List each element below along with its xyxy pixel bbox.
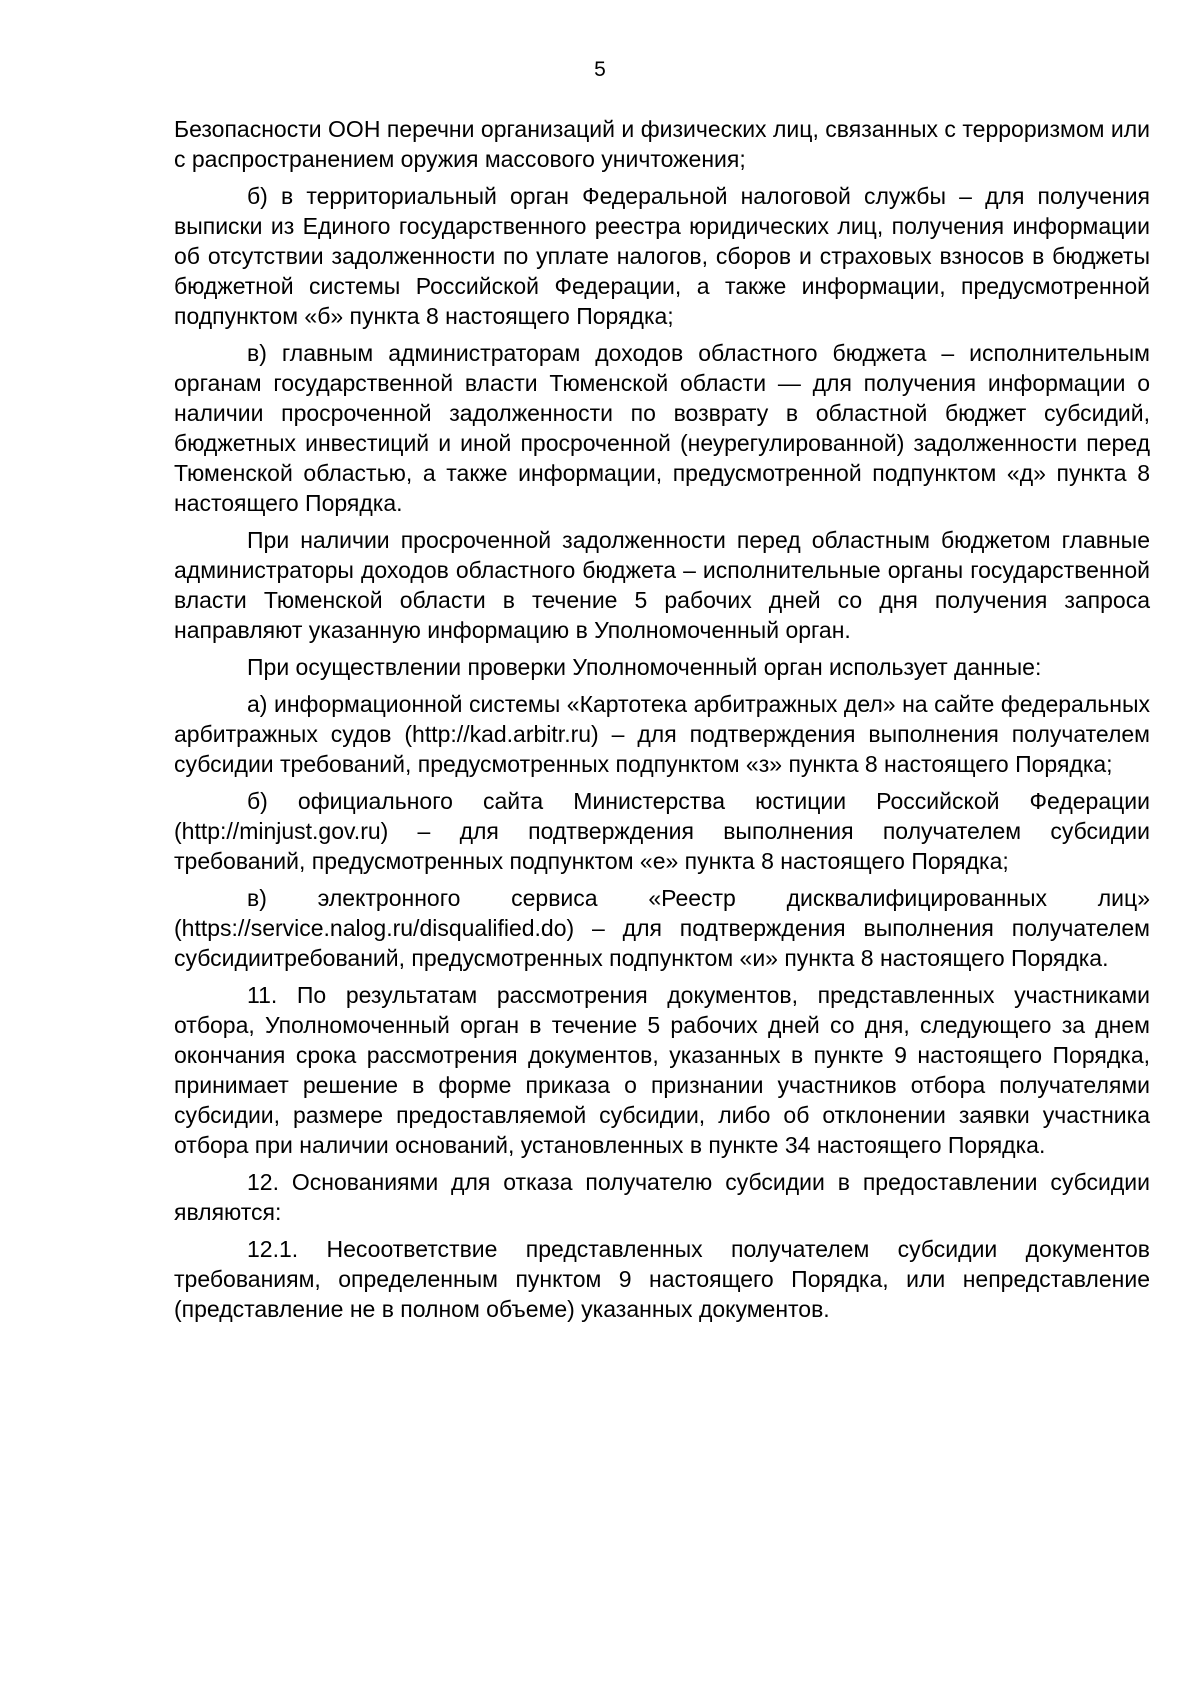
paragraph-item-v-disqualified-registry: в) электронного сервиса «Реестр дисквалифицированных лиц» (https://service.nalog.ru/disqualified.do) – для подтверждения выполнения получателем субсидиитребований, предусмотренных подпунктом «и» пункта 8 настоящего Порядка. (174, 885, 1150, 971)
document-body (174, 114, 1150, 1331)
page-number: 5 (594, 58, 606, 81)
paragraph-section-12: 12. Основаниями для отказа получателю субсидии в предоставлении субсидии являются: (174, 1169, 1150, 1225)
paragraph-item-b-minjust: б) официального сайта Министерства юстиции Российской Федерации (http://minjust.gov.ru) – для подтверждения выполнения получателем субсидии требований, предусмотренных подпунктом «е» пункта 8 настоящего Порядка; (174, 788, 1150, 874)
paragraph-item-a-arbitration: а) информационной системы «Картотека арбитражных дел» на сайте федеральных арбитражных судов (http://kad.arbitr.ru) – для подтверждения выполнения получателем субсидии требований, предусмотренных подпунктом «з» пункта 8 настоящего Порядка; (174, 691, 1150, 777)
paragraph-section-12-1: 12.1. Несоответствие представленных получателем субсидии документов требованиям, определенным пунктом 9 настоящего Порядка, или непредставление (представление не в полном объеме) указанных документов. (174, 1236, 1150, 1322)
paragraph-section-11: 11. По результатам рассмотрения документов, представленных участниками отбора, Уполномоченный орган в течение 5 рабочих дней со дня, следующего за днем окончания срока рассмотрения документов, указанных в пункте 9 настоящего Порядка, принимает решение в форме приказа о признании участников отбора получателями субсидии, размере предоставляемой субсидии, либо об отклонении заявки участника отбора при наличии оснований, установленных в пункте 34 настоящего Порядка. (174, 982, 1150, 1158)
paragraph-item-b-tax-service: б) в территориальный орган Федеральной налоговой службы – для получения выписки из Единого государственного реестра юридических лиц, получения информации об отсутствии задолженности по уплате налогов, сборов и страховых взносов в бюджеты бюджетной системы Российской Федерации, а также информации, предусмотренной подпунктом «б» пункта 8 настоящего Порядка; (174, 183, 1150, 329)
paragraph-overdue-debt: При наличии просроченной задолженности перед областным бюджетом главные администраторы доходов областного бюджета – исполнительные органы государственной власти Тюменской области в течение 5 рабочих дней со дня получения запроса направляют указанную информацию в Уполномоченный орган. (174, 527, 1150, 643)
paragraph-continuation: Безопасности ООН перечни организаций и физических лиц, связанных с терроризмом или с распространением оружия массового уничтожения; (174, 116, 1150, 172)
paragraph-item-v-revenue-administrators: в) главным администраторам доходов областного бюджета – исполнительным органам государственной власти Тюменской области — для получения информации о наличии просроченной задолженности по возврату в областной бюджет субсидий, бюджетных инвестиций и иной просроченной (неурегулированной) задолженности перед Тюменской областью, а также информации, предусмотренной подпунктом «д» пункта 8 настоящего Порядка. (174, 340, 1150, 516)
paragraph-verification-data: При осуществлении проверки Уполномоченный орган использует данные: (247, 654, 1042, 680)
